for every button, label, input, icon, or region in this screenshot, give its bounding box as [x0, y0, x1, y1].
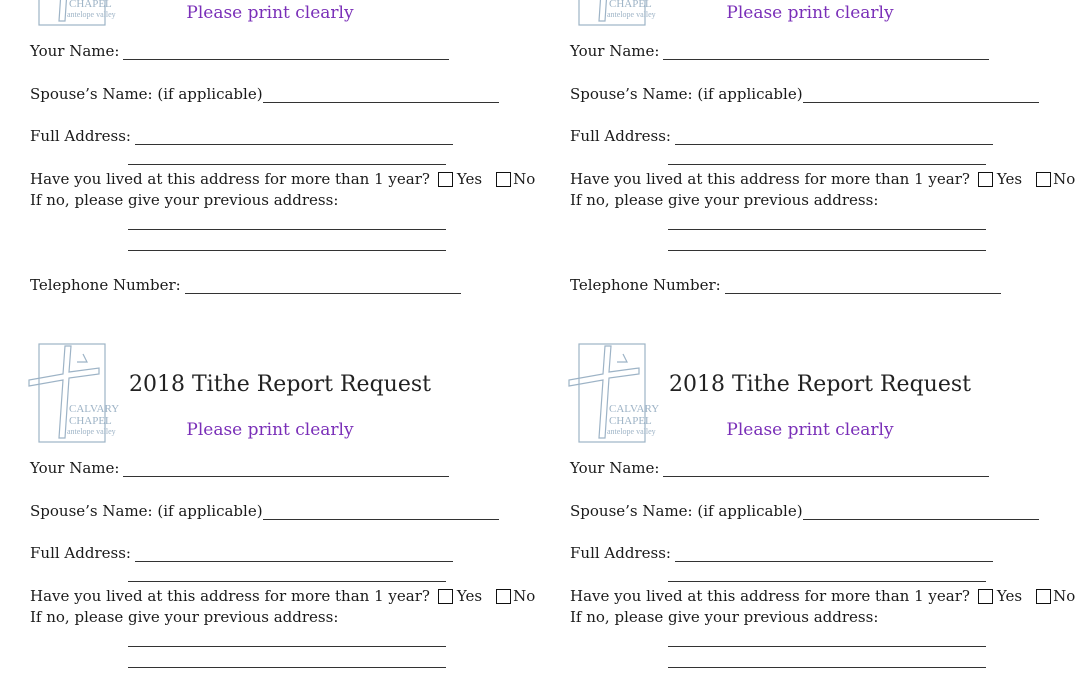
spouse-name-row	[570, 502, 1039, 520]
full-address-row	[30, 544, 453, 562]
telephone-label: Telephone Number:	[30, 276, 181, 294]
yes-label: Yes	[456, 587, 483, 605]
church-logo	[565, 342, 660, 444]
previous-address-field-2[interactable]	[668, 666, 986, 668]
full-address-label: Full Address:	[570, 544, 671, 562]
yes-label: Yes	[996, 587, 1023, 605]
lived-question-label: Have you lived at this address for more than 1 year?	[30, 587, 430, 605]
full-address-field[interactable]	[135, 547, 453, 562]
full-address-row	[570, 544, 993, 562]
logo-line3: antelope valley	[67, 10, 116, 19]
form-subtitle: Please print clearly	[726, 420, 894, 440]
logo-line1: CALVARY	[69, 403, 120, 415]
logo-line3: antelope valley	[607, 10, 656, 19]
spouse-name-label: Spouse’s Name: (if applicable)	[30, 502, 263, 520]
no-label: No	[513, 170, 536, 188]
full-address-label: Full Address:	[570, 127, 671, 145]
full-address-field-2[interactable]	[668, 580, 986, 582]
previous-address-label: If no, please give your previous address:	[570, 191, 879, 209]
your-name-label: Your Name:	[570, 459, 660, 477]
previous-address-label: If no, please give your previous address:	[30, 608, 339, 626]
spouse-name-label: Spouse’s Name: (if applicable)	[30, 85, 263, 103]
your-name-row	[570, 459, 989, 477]
telephone-label: Telephone Number:	[570, 276, 721, 294]
lived-question-label: Have you lived at this address for more than 1 year?	[570, 587, 970, 605]
no-checkbox[interactable]	[1036, 589, 1051, 604]
logo-line1: CALVARY	[609, 403, 660, 415]
lived-question-label: Have you lived at this address for more than 1 year?	[30, 170, 430, 188]
your-name-field[interactable]	[663, 462, 989, 477]
previous-address-row	[570, 608, 878, 626]
yes-label: Yes	[996, 170, 1023, 188]
form-title: 2018 Tithe Report Request	[129, 372, 431, 397]
previous-address-field-1[interactable]	[128, 645, 446, 647]
lived-question-row	[30, 587, 535, 605]
form-title: 2018 Tithe Report Request	[669, 372, 971, 397]
full-address-field-2[interactable]	[128, 580, 446, 582]
logo-line2: CHAPEL	[609, 0, 652, 10]
logo-line2: CHAPEL	[609, 415, 652, 427]
form-subtitle: Please print clearly	[186, 3, 354, 23]
your-name-label: Your Name:	[30, 459, 120, 477]
your-name-field[interactable]	[123, 462, 449, 477]
lived-question-label: Have you lived at this address for more than 1 year?	[570, 170, 970, 188]
spouse-name-field[interactable]	[803, 505, 1039, 520]
no-label: No	[1053, 587, 1076, 605]
no-checkbox[interactable]	[496, 589, 511, 604]
previous-address-field-2[interactable]	[128, 666, 446, 668]
logo-line2: CHAPEL	[69, 415, 112, 427]
spouse-name-row	[30, 502, 499, 520]
spouse-name-field[interactable]	[263, 505, 499, 520]
logo-line2: CHAPEL	[69, 0, 112, 10]
form-subtitle: Please print clearly	[726, 3, 894, 23]
previous-address-row	[30, 608, 338, 626]
yes-checkbox[interactable]	[438, 589, 453, 604]
no-label: No	[1053, 170, 1076, 188]
previous-address-field-1[interactable]	[668, 645, 986, 647]
no-label: No	[513, 587, 536, 605]
previous-address-label: If no, please give your previous address:	[30, 191, 339, 209]
form-subtitle: Please print clearly	[186, 420, 354, 440]
your-name-label: Your Name:	[570, 42, 660, 60]
your-name-label: Your Name:	[30, 42, 120, 60]
tithe-request-form	[540, 0, 1080, 626]
tithe-request-form	[0, 0, 540, 626]
spouse-name-label: Spouse’s Name: (if applicable)	[570, 85, 803, 103]
lived-question-row	[570, 587, 1075, 605]
spouse-name-label: Spouse’s Name: (if applicable)	[570, 502, 803, 520]
full-address-label: Full Address:	[30, 544, 131, 562]
full-address-label: Full Address:	[30, 127, 131, 145]
church-logo	[25, 342, 120, 444]
previous-address-label: If no, please give your previous address:	[570, 608, 879, 626]
yes-label: Yes	[456, 170, 483, 188]
logo-line3: antelope valley	[67, 427, 116, 436]
logo-line3: antelope valley	[607, 427, 656, 436]
full-address-field[interactable]	[675, 547, 993, 562]
your-name-row	[30, 459, 449, 477]
yes-checkbox[interactable]	[978, 589, 993, 604]
